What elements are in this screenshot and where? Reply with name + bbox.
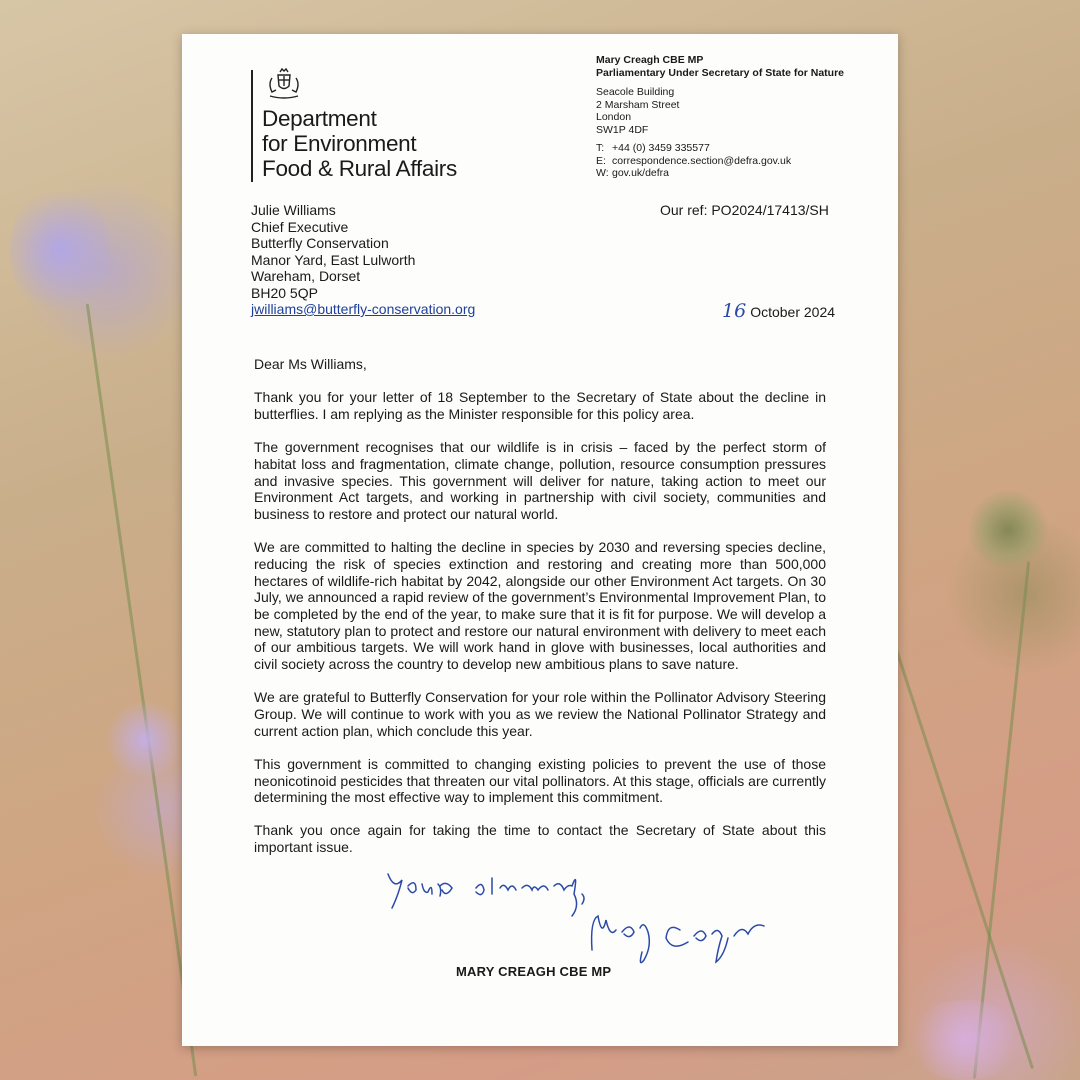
letter-page xyxy=(182,34,898,1046)
department-line: Department xyxy=(262,106,377,131)
sender-address xyxy=(596,86,679,136)
department-line: Food & Rural Affairs xyxy=(262,156,457,181)
paragraph: We are grateful to Butterfly Conservation for your role within the Pollinator Advisory Steering Group. We will continue to work with you as we review the National Pollinator Strategy and current action plan, which conclude this year. xyxy=(254,689,826,739)
signoff-name: MARY CREAGH CBE MP xyxy=(456,964,612,979)
our-reference: Our ref: PO2024/17413/SH xyxy=(660,202,829,218)
scabious-flower-icon xyxy=(105,700,185,780)
recipient-line: Chief Executive xyxy=(251,218,349,235)
seed-head-icon xyxy=(968,490,1048,570)
paragraph: Thank you for your letter of 18 September to the Secretary of State about the decline in butterflies. I am replying as the Minister responsible for this policy area. xyxy=(254,389,826,422)
sender-website[interactable]: gov.uk/defra xyxy=(612,167,670,179)
paragraph: We are committed to halting the decline in species by 2030 and reversing species decline, reducing the risk of species extinction and restoring and creating more than 500,000 hectares of wildlife-rich habitat by 2042, alongside our other Environment Act targets. On 30 July, we announced a rapid review of the government’s Environmental Improvement Plan, to be completed by the end of the year, to make sure that it is fit for purpose. We will develop a new, statutory plan to protect and restore our natural environment with delivery to meet each of our ambitious targets. We will work hand in glove with businesses, local authorities and civil society across the country to develop new ambitious plans to save nature. xyxy=(254,539,826,673)
phone-label: T: xyxy=(596,142,605,154)
paragraph: Thank you once again for taking the time to contact the Secretary of State about this important issue. xyxy=(254,822,826,856)
recipient-line: BH20 5QP xyxy=(251,284,318,301)
recipient-email-link[interactable]: jwilliams@butterfly-conservation.org xyxy=(251,301,476,317)
sender-name: Mary Creagh CBE MP xyxy=(596,54,704,66)
handwritten-day: 16 xyxy=(722,300,747,322)
recipient-line: Butterfly Conservation xyxy=(251,235,389,251)
department-name xyxy=(262,106,457,181)
recipient-line: Julie Williams xyxy=(251,202,336,218)
recipient-line: Manor Yard, East Lulworth xyxy=(251,251,416,268)
recipient-block xyxy=(251,202,475,318)
sender-block xyxy=(596,54,844,80)
address-line: 2 Marsham Street xyxy=(596,98,680,111)
scabious-flower-icon xyxy=(905,1000,1025,1080)
paragraph: This government is committed to changing existing policies to prevent the use of those neonicotinoid pesticides that threaten our vital pollinators. At this stage, officials are currently determining the most effective way to implement this commitment. xyxy=(254,755,826,806)
letter-body xyxy=(254,356,826,872)
department-line: for Environment xyxy=(262,131,417,156)
background-stem xyxy=(86,304,198,1077)
web-label: W: xyxy=(596,167,609,179)
sender-contact xyxy=(596,142,791,180)
date-month-year: October 2024 xyxy=(750,304,836,320)
sender-email[interactable]: correspondence.section@defra.gov.uk xyxy=(612,154,792,167)
email-label: E: xyxy=(596,154,606,167)
recipient-line: Wareham, Dorset xyxy=(251,268,361,284)
scabious-flower-icon xyxy=(10,180,110,320)
phone-number: +44 (0) 3459 335577 xyxy=(612,142,710,154)
sender-title: Parliamentary Under Secretary of State for Nature xyxy=(596,67,845,79)
handwritten-signature-icon xyxy=(372,860,792,970)
paragraph: The government recognises that our wildlife is in crisis – faced by the perfect storm of habitat loss and fragmentation, climate change, pollution, resource consumption pressures and invasive species. This government will deliver for nature, taking action to meet our Environment Act targets, and working in partnership with civil society, communities and business to restore and protect our natural world. xyxy=(254,439,826,522)
address-line: Seacole Building xyxy=(596,86,675,98)
letter-date xyxy=(722,300,835,322)
royal-coat-of-arms-icon xyxy=(262,66,306,102)
address-line: SW1P 4DF xyxy=(596,123,649,136)
salutation: Dear Ms Williams, xyxy=(254,356,367,372)
address-line: London xyxy=(596,111,632,123)
logo-divider xyxy=(251,70,253,182)
